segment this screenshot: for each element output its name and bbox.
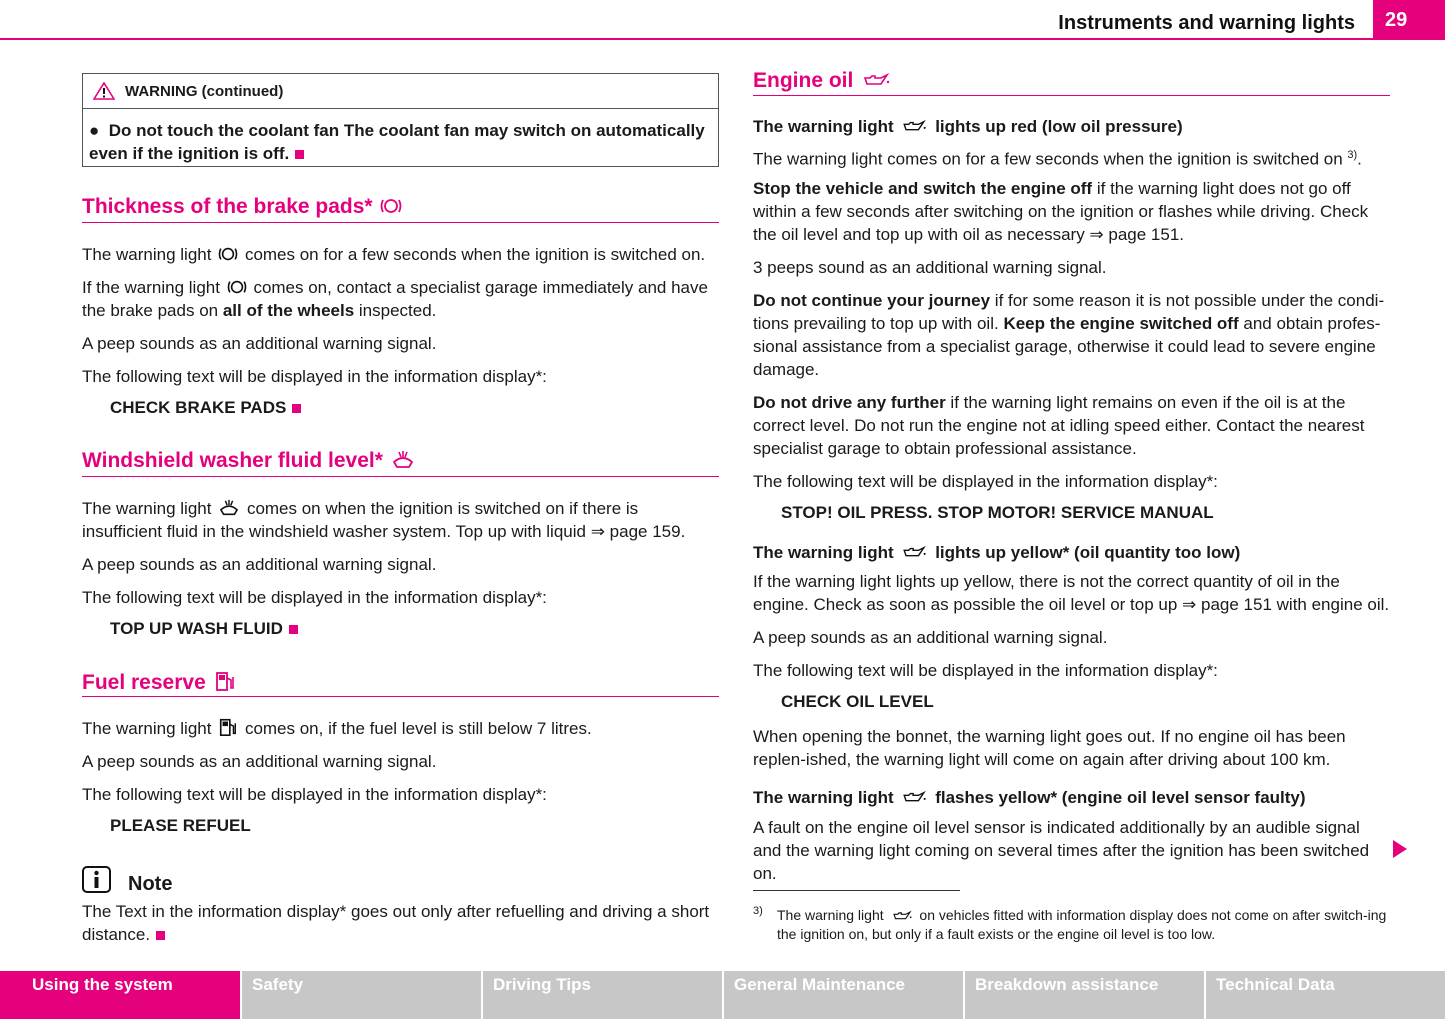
text-span: inspected. [358,301,437,320]
washer-para-1 [82,497,719,543]
engine-oil-heading-text: Engine oil [753,69,854,92]
washer-fluid-icon [391,450,415,470]
oil-para-5 [753,391,1390,460]
fuel-pump-icon [214,670,236,692]
emphasis-text: Do not continue your journey [753,291,991,310]
text-span: The warning light [753,543,894,562]
emphasis-text: all of the wheels [222,301,355,320]
fuel-para-2: A peep sounds as an additional warning signal. [82,752,437,771]
oil-para-11: A fault on the engine oil level sensor is indicated additionally by an audible signal and the warning light coming on several times after the ignition has been switched on. [753,818,1370,883]
fuel-pump-icon [218,717,238,737]
warning-box [82,73,719,167]
oil-display-message-1: STOP! OIL PRESS. STOP MOTOR! SERVICE MANUAL [781,503,1214,522]
emphasis-text: Do not drive any further [753,393,946,412]
text-span: The warning light [82,245,212,264]
washer-fluid-icon [218,499,240,517]
oil-para-1: The warning light comes on for a few seconds when the ignition is switched on $^{3)}$. [753,149,1362,169]
washer-para-2: A peep sounds as an additional warning signal. [82,555,437,574]
tab-driving-tips[interactable]: Driving Tips [483,971,722,1019]
oil-can-icon [900,119,928,135]
bullet-icon: ● [89,121,109,140]
footer-nav [0,971,1445,1019]
text-span: If the warning light [82,278,220,297]
text-span: comes on when the ignition is switched on if there is insufficient fluid in the windshield washer system. Top up with liquid ⇒ page 159. [82,499,686,541]
brake-para-1 [82,243,719,266]
oil-can-icon [861,72,891,90]
chapter-title: Instruments and warning lights [1058,12,1355,34]
header-rule [0,38,1445,40]
footnote-mark: 3) [753,905,763,917]
end-mark [292,404,301,413]
washer-heading [82,449,417,473]
oil-para-10: When opening the bonnet, the warning light goes out. If no engine oil has been replen-ished, the warning light will come on again after driving about 100 km. [753,727,1346,769]
brake-para-3: A peep sounds as an additional warning signal. [82,334,437,353]
footnote [753,906,1393,944]
warning-bullet: Do not touch the coolant fan The coolant fan may switch on automatically even if the ignition is off. [89,121,705,163]
end-mark [156,931,165,940]
text-span: The warning light [777,907,884,923]
text-span: comes on for a few seconds when the ignition is switched on. [244,245,706,264]
tab-breakdown-assistance[interactable]: Breakdown assistance [965,971,1204,1019]
oil-subheading-yellow [753,543,1240,563]
note-header [82,863,172,896]
tab-safety[interactable]: Safety [242,971,481,1019]
end-mark [295,150,304,159]
fuel-display-message: PLEASE REFUEL [110,816,251,835]
oil-para-4 [753,289,1390,381]
brake-pads-heading-text: Thickness of the brake pads* [82,195,373,218]
washer-display-message [110,619,298,639]
note-text [82,900,719,946]
text-span: if the warning light remains on even if the oil is at the correct level. Do not run the engine not at idling speed either. Contact the nearest specialist garage to obtain professional assistance. [753,393,1365,458]
fuel-para-1 [82,717,719,740]
fuel-heading-text: Fuel reserve [82,671,206,694]
oil-display-message-2: CHECK OIL LEVEL [781,692,934,711]
text-span: comes on, if the fuel level is still below 7 litres. [244,719,592,738]
footnote-ref[interactable]: 3) [1347,149,1358,161]
text-span: on vehicles fitted with information display does not come on after switch-ing the ignition on, but only if a fault exists or the engine oil level is too low. [777,907,1387,942]
tab-technical-data[interactable]: Technical Data [1206,971,1445,1019]
oil-para-9: The following text will be displayed in the information display*: [753,661,1218,680]
display-text: TOP UP WASH FLUID [110,619,283,638]
brake-pad-icon [380,196,402,216]
text-span: The warning light [82,719,212,738]
info-icon [82,866,111,893]
page-number: 29 [1373,0,1445,40]
warning-header [83,74,718,109]
washer-para-3: The following text will be displayed in the information display*: [82,588,547,607]
oil-para-2 [753,177,1390,246]
text-span: lights up red (low oil pressure) [935,117,1183,136]
emphasis-text: Keep the engine switched off [1003,314,1239,333]
warning-triangle-icon [93,82,115,100]
text-span: The Text in the information display* goes out only after refuelling and driving a short distance. [82,902,710,944]
section-rule [82,222,719,223]
text-span: lights up yellow* (oil quantity too low) [935,543,1241,562]
text-span: and obtain profes-sional assistance from a specialist garage, otherwise it could lead to severe engine damage. [753,314,1381,379]
section-rule [82,476,719,477]
oil-para-6: The following text will be displayed in the information display*: [753,472,1218,491]
section-rule [82,696,719,697]
footnote-text [777,906,1393,944]
brake-para-4: The following text will be displayed in the information display*: [82,367,547,386]
footnote-rule [753,890,960,891]
text-span: comes on, contact a specialist garage immediately and have the brake pads on [82,278,708,320]
oil-can-icon [900,545,928,561]
text-span: The warning light [753,788,894,807]
brake-display-message [110,398,301,418]
text-span: The warning light comes on for a few seconds when the ignition is switched on [753,149,1343,169]
emphasis-text: Stop the vehicle and switch the engine off [753,179,1093,198]
oil-para-7: If the warning light lights up yellow, there is not the correct quantity of oil in the engine. Check as soon as possible the oil level or top up ⇒ page 151 with engine oil. [753,572,1390,614]
fuel-heading [82,670,238,695]
brake-pad-icon [218,245,238,263]
tab-general-maintenance[interactable]: General Maintenance [724,971,963,1019]
oil-can-icon [890,910,914,923]
display-text: CHECK BRAKE PADS [110,398,287,417]
brake-para-2 [82,276,719,322]
text-span: The warning light [82,499,212,518]
fuel-para-3: The following text will be displayed in the information display*: [82,785,547,804]
section-rule [753,95,1390,96]
note-title: Note [128,873,173,895]
oil-can-icon [900,790,928,806]
brake-pads-heading [82,195,404,219]
text-span: flashes yellow* (engine oil level sensor faulty) [935,788,1306,807]
tab-using-the-system[interactable]: Using the system [0,971,240,1019]
oil-subheading-flash [753,788,1306,808]
washer-heading-text: Windshield washer fluid level* [82,449,383,472]
next-page-arrow-icon[interactable] [1393,840,1407,858]
oil-subheading-red [753,117,1183,137]
brake-pad-icon [227,278,247,296]
oil-para-3: 3 peeps sound as an additional warning signal. [753,258,1107,277]
text-span: if the warning light does not go off within a few seconds after switching on the ignition or flashes while driving. Check the oil level and top up with oil as necessary ⇒ page 151. [753,179,1369,244]
end-mark [289,625,298,634]
warning-text [83,109,718,165]
text-span: The warning light [753,117,894,136]
text-span: if for some reason it is not possible under the condi-tions prevailing to top up with oil. [753,291,1385,333]
warning-title: WARNING (continued) [125,82,284,100]
engine-oil-heading [753,69,893,93]
oil-para-8: A peep sounds as an additional warning signal. [753,628,1108,647]
